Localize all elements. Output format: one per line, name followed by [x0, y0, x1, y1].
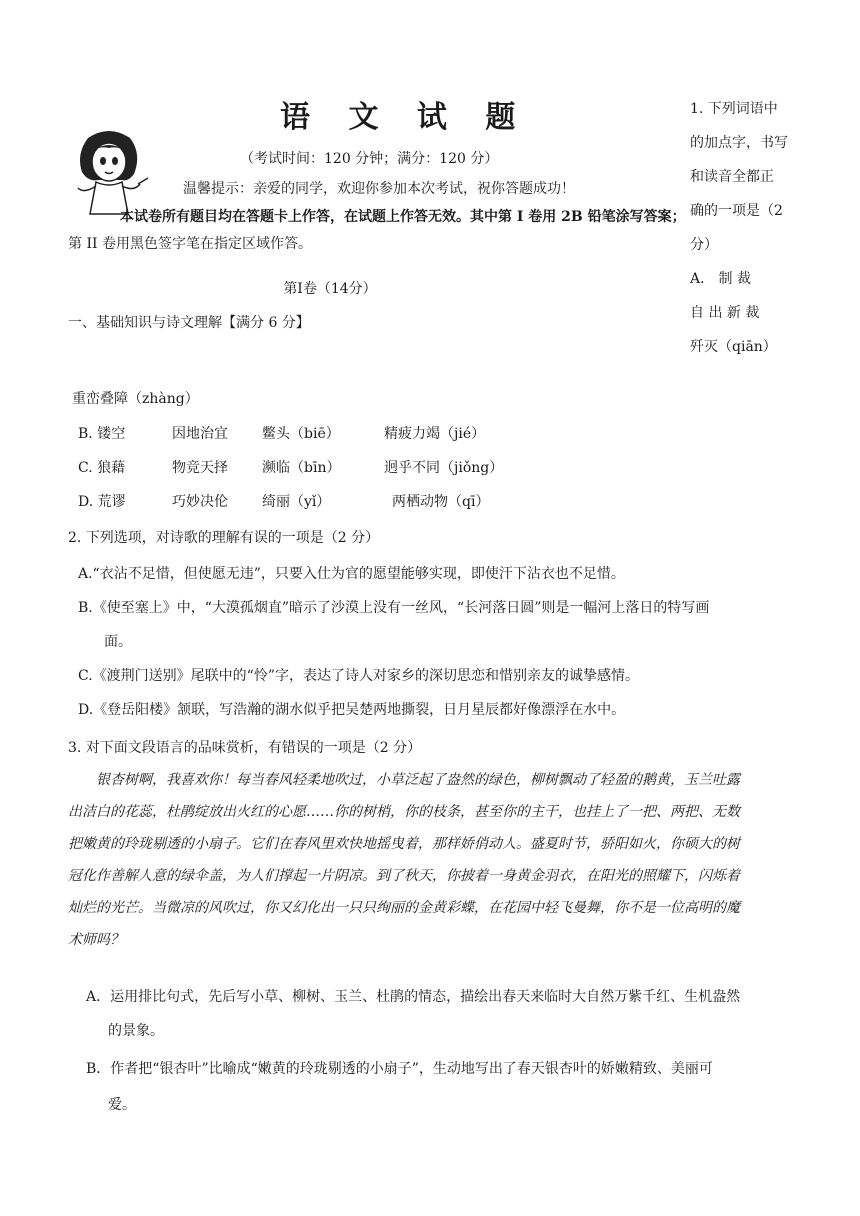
q1-stem-line: 确的一项是（2	[690, 203, 783, 219]
q2-option-c: C.《渡荆门送别》尾联中的“怜”字，表达了诗人对家乡的深切思恋和惜别亲友的诚挚感情。	[78, 668, 639, 684]
q3-option-a-line-1: A．运用排比句式，先后写小草、柳树、玉兰、杜鹃的情态，描绘出春天来临时大自然万紫千红、生机盎然	[86, 989, 741, 1005]
q1-stem-line: 和读音全都正	[690, 169, 774, 185]
passage-line: 术师吗？	[68, 932, 124, 948]
q1-option-d-word1: D. 荒谬	[78, 494, 126, 510]
q1-option-b-word4: 精疲力竭（jié）	[384, 426, 486, 442]
q3-option-a-line-2: 的景象。	[108, 1023, 164, 1039]
exam-title: 语 文 试 题	[280, 100, 530, 135]
passage-line: 灿烂的光芒。当微凉的风吹过，你又幻化出一只只绚丽的金黄彩蝶，在花园中轻飞曼舞，你不是一位高明的魔	[68, 900, 740, 916]
q1-option-b-word3: 鳖头（biē）	[262, 426, 340, 442]
q1-option-d-word2: 巧妙决伦	[172, 494, 228, 510]
q2-stem: 2. 下列选项，对诗歌的理解有误的一项是（2 分）	[68, 530, 380, 546]
q2-option-b-line-2: 面。	[104, 634, 132, 650]
passage-line: 银杏树啊，我喜欢你！每当春风轻柔地吹过，小草泛起了盎然的绿色，柳树飘动了轻盈的鹅黄，玉兰吐露	[68, 772, 740, 788]
q1-option-a-continued: 重峦叠障（zhàng）	[72, 391, 199, 407]
q3-option-b-line-2: 爱。	[108, 1097, 136, 1113]
passage-line: 把嫩黄的玲珑剔透的小扇子。它们在春风里欢快地摇曳着，那样娇俏动人。盛夏时节，骄阳如火，你硕大的树	[68, 836, 740, 852]
q1-option-c-word2: 物竞天择	[172, 460, 228, 476]
answer-notice-line-1: 本试卷所有题目均在答题卡上作答，在试题上作答无效。其中第 I 卷用 2B 铅笔涂写答案；	[120, 209, 686, 225]
q2-option-b-line-1: B.《使至塞上》中，“大漠孤烟直”暗示了沙漠上没有一丝风，“长河落日圆”则是一幅河上落日的特写画	[78, 600, 710, 616]
passage-line: 出洁白的花蕊，杜鹃绽放出火红的心愿……你的树梢，你的枝条，甚至你的主干，也挂上了一把、两把、无数	[68, 804, 740, 820]
part1-heading: 一、基础知识与诗文理解【满分 6 分】	[68, 315, 310, 331]
q3-stem: 3. 对下面文段语言的品味赏析，有错误的一项是（2 分）	[68, 740, 422, 756]
q1-option-a-line: 歼灭（qiān）	[690, 339, 777, 355]
reminder-text: 温馨提示：亲爱的同学，欢迎你参加本次考试，祝你答题成功！	[183, 181, 575, 197]
q1-stem-line: 的加点字，书写	[690, 135, 788, 151]
answer-notice-line-2: 第 II 卷用黑色签字笔在指定区域作答。	[68, 236, 312, 252]
q1-option-a-line: 自 出 新 裁	[690, 305, 760, 321]
question-1-stem-column	[690, 92, 798, 364]
q2-option-d: D.《登岳阳楼》颔联，写浩瀚的湖水似乎把吴楚两地撕裂，日月星辰都好像漂浮在水中。	[78, 702, 626, 718]
q3-reading-passage	[68, 764, 792, 956]
q1-option-a-line: A． 制 裁	[690, 271, 752, 287]
q1-option-c-word4: 迥乎不同（jiǒng）	[384, 460, 504, 476]
q1-option-c-word3: 濒临（bīn）	[262, 460, 341, 476]
q1-option-b-word2: 因地治宜	[172, 426, 228, 442]
q3-option-b-line-1: B．作者把“银杏叶”比喻成“嫩黄的玲珑剔透的小扇子”，生动地写出了春天银杏叶的娇嫩精致、美丽可	[86, 1061, 713, 1077]
q1-stem-line: 1. 下列词语中	[690, 101, 778, 117]
q1-option-b-word1: B. 镂空	[78, 426, 126, 442]
section-title: 第Ⅰ卷（14分）	[283, 281, 377, 297]
passage-line: 冠化作善解人意的绿伞盖，为人们撑起一片阴凉。到了秋天，你披着一身黄金羽衣，在阳光的照耀下，闪烁着	[68, 868, 740, 884]
q1-option-d-word4: 两栖动物（qī）	[392, 494, 490, 510]
q2-option-a: A.“衣沾不足惜，但使愿无违”，只要入仕为官的愿望能够实现，即使汗下沾衣也不足惜。	[78, 566, 625, 582]
q1-stem-line: 分）	[690, 237, 718, 253]
q1-option-d-word3: 绮丽（yǐ）	[262, 494, 331, 510]
exam-time-info: （考试时间：120 分钟；满分：120 分）	[240, 151, 499, 167]
q1-option-c-word1: C. 狼藉	[78, 460, 126, 476]
